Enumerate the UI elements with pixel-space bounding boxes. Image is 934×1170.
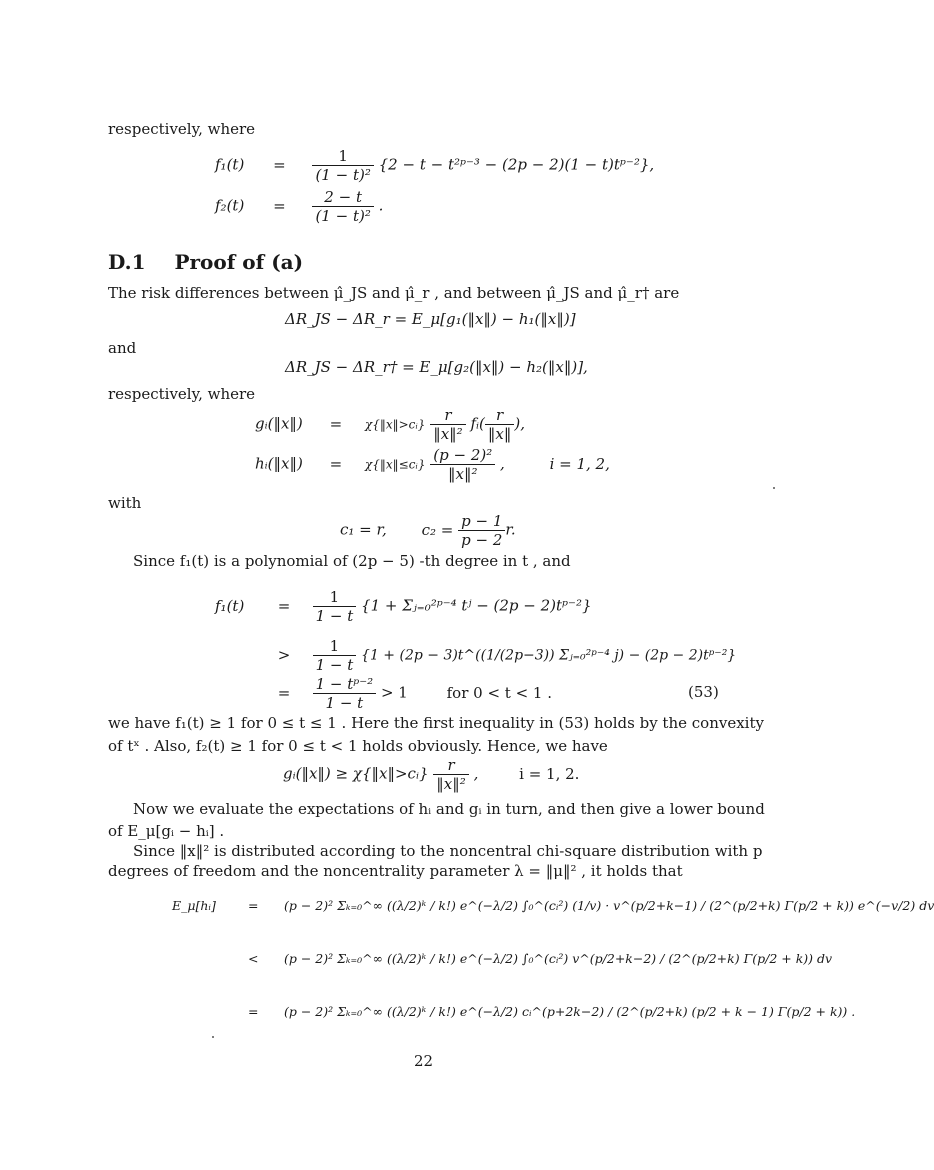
- g-fraction: [430, 406, 465, 443]
- with-text: with: [108, 494, 142, 512]
- ineq-op-2: >: [277, 645, 291, 664]
- g-f-numerator: r: [485, 406, 514, 425]
- expectation-lhs: E_μ[hᵢ]: [172, 898, 216, 913]
- scan-speck: [212, 1036, 214, 1038]
- c1-def: c₁ = r,: [340, 520, 387, 539]
- now-line-2: of E_μ[gᵢ − hᵢ] .: [108, 822, 225, 840]
- equation-number: (53): [688, 683, 719, 701]
- expectation-op-1: =: [247, 898, 259, 913]
- g-f: fᵢ(: [470, 414, 485, 433]
- delta-equation-1: ΔR_JS − ΔR_r = E_μ[g₁(‖x‖) − h₁(‖x‖)]: [285, 310, 576, 328]
- ineq-op-3: =: [277, 683, 291, 702]
- ineq-fraction-3: [313, 675, 377, 712]
- delta-equation-2: ΔR_JS − ΔR_r† = E_μ[g₂(‖x‖) − h₂(‖x‖)],: [285, 358, 588, 376]
- g-bound-tail: ,: [473, 764, 479, 783]
- c2-numerator: p − 1: [458, 512, 505, 531]
- g-equals: =: [329, 414, 343, 433]
- ineq-numerator-2: 1: [313, 637, 357, 656]
- ineq-fraction-1: [313, 588, 357, 625]
- ineq-rest-2: {1 + (2p − 3)t^((1/(2p−3)) Σⱼ₌₀²ᵖ⁻⁴ j) − (2p − 2)tᵖ⁻²}: [361, 647, 737, 664]
- ineq-condition: for 0 < t < 1 .: [446, 683, 553, 702]
- expectation-body-2: (p − 2)² Σₖ₌₀^∞ ((λ/2)ᵏ / k!) e^(−λ/2) ∫₀^(cᵢ²) v^(p/2+k−2) / (2^(p/2+k) Γ(p/2 + k)) dv: [283, 951, 833, 966]
- h-definition: [255, 446, 610, 483]
- f1-rest: {2 − t − t²ᵖ⁻³ − (2p − 2)(1 − t)tᵖ⁻²},: [378, 155, 655, 174]
- page-number: 22: [414, 1052, 434, 1070]
- f2-rest: .: [378, 196, 384, 215]
- g-bound-denominator: ‖x‖²: [436, 775, 466, 793]
- c-definitions: [340, 512, 516, 549]
- g-denominator: ‖x‖²: [433, 425, 463, 443]
- section-number: D.1: [108, 250, 146, 274]
- ineq-rest-3: > 1: [380, 683, 408, 702]
- ineq-denominator-3: 1 − t: [325, 694, 364, 712]
- f1-fraction: [312, 147, 373, 184]
- ineq-denominator-2: 1 − t: [315, 656, 354, 674]
- g-indicator: χ{‖x‖>cᵢ}: [364, 417, 426, 432]
- g-f-fraction: [485, 406, 514, 443]
- h-index: i = 1, 2,: [549, 454, 610, 473]
- since2-line-2: degrees of freedom and the noncentrality parameter λ = ‖μ‖² , it holds that: [108, 862, 683, 880]
- since-text: Since f₁(t) is a polynomial of (2p − 5) -th degree in t , and: [133, 552, 571, 570]
- c2-lhs: c₂ =: [421, 520, 454, 539]
- f1-equals: =: [273, 155, 286, 174]
- g-f-denominator: ‖x‖: [487, 425, 512, 443]
- g-bound: [283, 756, 579, 793]
- f1-lhs: f₁(t): [215, 155, 245, 174]
- expectation-line-2: [172, 950, 832, 968]
- c2-denominator: p − 2: [461, 531, 503, 549]
- h-indicator: χ{‖x‖≤cᵢ}: [364, 457, 426, 472]
- f1-definition: [215, 147, 654, 184]
- g-bound-index: i = 1, 2.: [519, 764, 580, 783]
- now-line-1: Now we evaluate the expectations of hᵢ and gᵢ in turn, and then give a lower bound: [133, 800, 765, 818]
- expectation-op-3: =: [247, 1004, 259, 1019]
- h-fraction: [430, 446, 495, 483]
- f2-denominator: (1 − t)²: [315, 207, 371, 225]
- c2-fraction: [458, 512, 505, 549]
- expectation-body-3: (p − 2)² Σₖ₌₀^∞ ((λ/2)ᵏ / k!) e^(−λ/2) cᵢ^(p+2k−2) / (2^(p/2+k) (p/2 + k − 1) Γ(p/2 + k)) .: [283, 1004, 856, 1019]
- risk-text: The risk differences between μ̂_JS and μ̂_r , and between μ̂_JS and μ̂_r† are: [108, 284, 680, 302]
- f2-numerator: 2 − t: [312, 188, 373, 207]
- h-numerator: (p − 2)²: [430, 446, 495, 465]
- ineq-denominator-1: 1 − t: [315, 607, 354, 625]
- ineq-numerator-3: 1 − tᵖ⁻²: [313, 675, 377, 694]
- h-lhs: hᵢ(‖x‖): [255, 454, 303, 473]
- g-bound-lhs: gᵢ(‖x‖) ≥ χ{‖x‖>cᵢ}: [283, 764, 429, 783]
- g-bound-fraction: [433, 756, 468, 793]
- g-numerator: r: [430, 406, 465, 425]
- h-tail: ,: [500, 454, 505, 473]
- respectively-text: respectively, where: [108, 385, 256, 403]
- f2-definition: [215, 188, 383, 225]
- f2-fraction: [312, 188, 373, 225]
- c2-tail: r.: [505, 520, 516, 539]
- h-denominator: ‖x‖²: [448, 465, 478, 483]
- f1-numerator: 1: [312, 147, 373, 166]
- expectation-op-2: <: [247, 951, 259, 966]
- ineq-fraction-2: [313, 637, 357, 674]
- f2-lhs: f₂(t): [215, 196, 245, 215]
- g-lhs: gᵢ(‖x‖): [255, 414, 303, 433]
- intro-text: respectively, where: [108, 120, 256, 138]
- we-have-line-2: of tˣ . Also, f₂(t) ≥ 1 for 0 ≤ t < 1 holds obviously. Hence, we have: [108, 737, 608, 755]
- f1-denominator: (1 − t)²: [315, 166, 371, 184]
- scan-speck: [773, 487, 775, 489]
- section-heading: [108, 250, 303, 274]
- f2-equals: =: [273, 196, 286, 215]
- expectation-body-1: (p − 2)² Σₖ₌₀^∞ ((λ/2)ᵏ / k!) e^(−λ/2) ∫₀^(cᵢ²) (1/v) · v^(p/2+k−1) / (2^(p/2+k) Γ(p/2 + k)) e^(−v/2) dv: [283, 898, 934, 913]
- section-title: Proof of (a): [174, 250, 304, 274]
- ineq-line-1: [215, 588, 592, 625]
- ineq-line-3: [215, 675, 552, 712]
- ineq-line-2: [215, 637, 736, 674]
- h-equals: =: [329, 454, 343, 473]
- expectation-line-3: [172, 1003, 855, 1021]
- g-f-close: ),: [514, 414, 525, 433]
- and-text: and: [108, 339, 137, 357]
- ineq-lhs: f₁(t): [215, 596, 245, 615]
- ineq-op-1: =: [277, 596, 291, 615]
- since2-line-1: Since ‖x‖² is distributed according to the noncentral chi-square distribution with p: [133, 842, 763, 860]
- g-bound-numerator: r: [433, 756, 468, 775]
- g-definition: [255, 406, 525, 443]
- ineq-rest-1: {1 + Σⱼ₌₀²ᵖ⁻⁴ tʲ − (2p − 2)tᵖ⁻²}: [361, 596, 592, 615]
- ineq-numerator-1: 1: [313, 588, 357, 607]
- we-have-line-1: we have f₁(t) ≥ 1 for 0 ≤ t ≤ 1 . Here the first inequality in (53) holds by the convexity: [108, 714, 764, 732]
- expectation-line-1: [172, 897, 934, 915]
